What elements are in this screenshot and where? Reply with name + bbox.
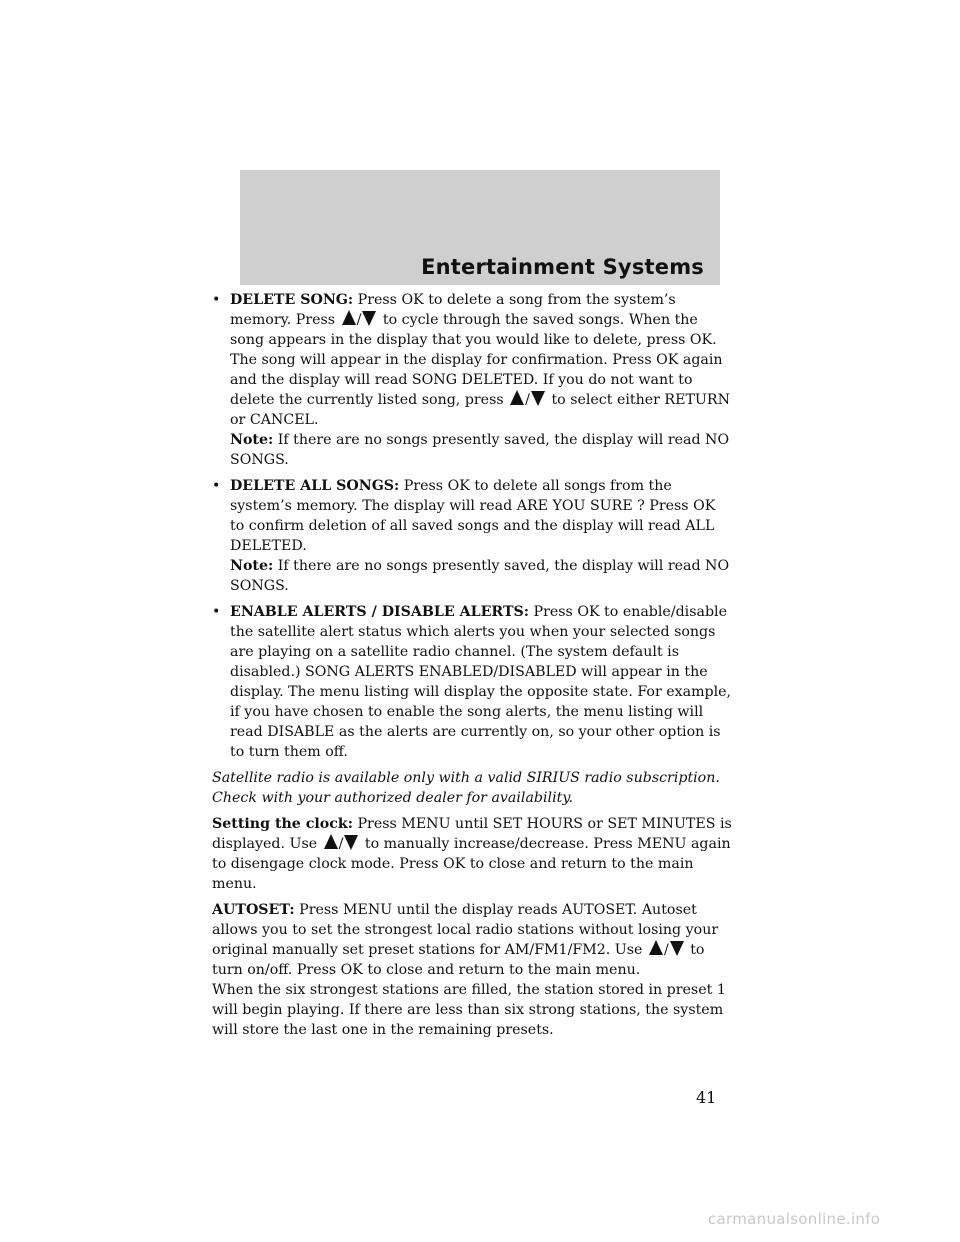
delete-all-songs-item xyxy=(212,476,732,596)
arrow-separator: / xyxy=(663,942,669,958)
up-down-arrows xyxy=(647,940,686,960)
arrow-up-icon xyxy=(649,940,663,955)
autoset-text-1: Press MENU until the display reads AUTOSET. Autoset allows you to set the strongest local radio stations without losing your original manually set preset stations for AM/FM1/FM2. Use xyxy=(212,902,719,958)
note-text: If there are no songs presently saved, the display will read NO SONGS. xyxy=(230,558,730,594)
watermark: carmanualsonline.info xyxy=(708,1210,881,1228)
clock-label: Setting the clock: xyxy=(212,816,353,832)
note-label: Note: xyxy=(230,558,274,574)
delete-song-item xyxy=(212,290,732,470)
arrow-separator: / xyxy=(338,836,344,852)
autoset-text-2: to turn on/off. Press OK to close and return to the main menu. xyxy=(212,942,705,978)
up-down-arrows xyxy=(340,310,379,330)
section-title: Entertainment Systems xyxy=(421,255,704,279)
up-down-arrows xyxy=(508,390,547,410)
bullet-icon: • xyxy=(212,292,221,308)
delete-song-text-3: to select either RETURN or CANCEL. xyxy=(230,392,730,428)
page-number: 41 xyxy=(696,1088,717,1107)
arrow-down-icon xyxy=(670,941,684,956)
clock-text-2: to manually increase/decrease. Press MENU again to disengage clock mode. Press OK to close and return to the main menu. xyxy=(212,836,731,892)
up-down-arrows xyxy=(322,834,361,854)
autoset-paragraph xyxy=(212,900,732,980)
arrow-up-icon xyxy=(510,390,524,405)
delete-all-label: DELETE ALL SONGS: xyxy=(230,478,400,494)
satellite-note: Satellite radio is available only with a valid SIRIUS radio subscription. Check with your authorized dealer for availability. xyxy=(212,770,720,806)
arrow-down-icon xyxy=(362,311,376,326)
delete-song-text-2: to cycle through the saved songs. When the song appears in the display that you would like to delete, press OK. The song will appear in the display for confirmation. Press OK again and the display will read SONG DELETED. If you do not want to delete the currently listed song, press xyxy=(230,312,723,408)
arrow-down-icon xyxy=(531,391,545,406)
header-band xyxy=(240,170,720,285)
alerts-item xyxy=(212,602,732,762)
arrow-separator: / xyxy=(356,312,362,328)
note-text: If there are no songs presently saved, the display will read NO SONGS. xyxy=(230,432,730,468)
bullet-icon: • xyxy=(212,604,221,620)
alerts-label: ENABLE ALERTS / DISABLE ALERTS: xyxy=(230,604,530,620)
delete-song-text-1: Press OK to delete a song from the system’s memory. Press xyxy=(230,292,676,328)
note-label: Note: xyxy=(230,432,274,448)
bullet-icon: • xyxy=(212,478,221,494)
arrow-up-icon xyxy=(342,310,356,325)
autoset-label: AUTOSET: xyxy=(212,902,295,918)
delete-song-label: DELETE SONG: xyxy=(230,292,354,308)
delete-all-text: Press OK to delete all songs from the system’s memory. The display will read ARE YOU SURE ? Press OK to confirm deletion of all saved songs and the display will read ALL DELETED. xyxy=(230,478,716,554)
arrow-separator: / xyxy=(525,392,530,408)
autoset-followup: When the six strongest stations are filled, the station stored in preset 1 will begin playing. If there are less than six strong stations, the system will store the last one in the remaining presets. xyxy=(212,982,726,1038)
clock-paragraph xyxy=(212,814,732,894)
arrow-up-icon xyxy=(324,834,338,849)
page-content xyxy=(212,290,732,1046)
arrow-down-icon xyxy=(344,835,358,850)
clock-text-1: Press MENU until SET HOURS or SET MINUTES is displayed. Use xyxy=(212,816,732,852)
alerts-text: Press OK to enable/disable the satellite alert status which alerts you when your selected songs are playing on a satellite radio channel. (The system default is disabled.) SONG ALERTS ENABLED/DISABLED will appear in the display. The menu listing will display the opposite state. For example, if you have chosen to enable the song alerts, the menu listing will read DISABLE as the alerts are currently on, so your other option is to turn them off. xyxy=(230,604,732,760)
